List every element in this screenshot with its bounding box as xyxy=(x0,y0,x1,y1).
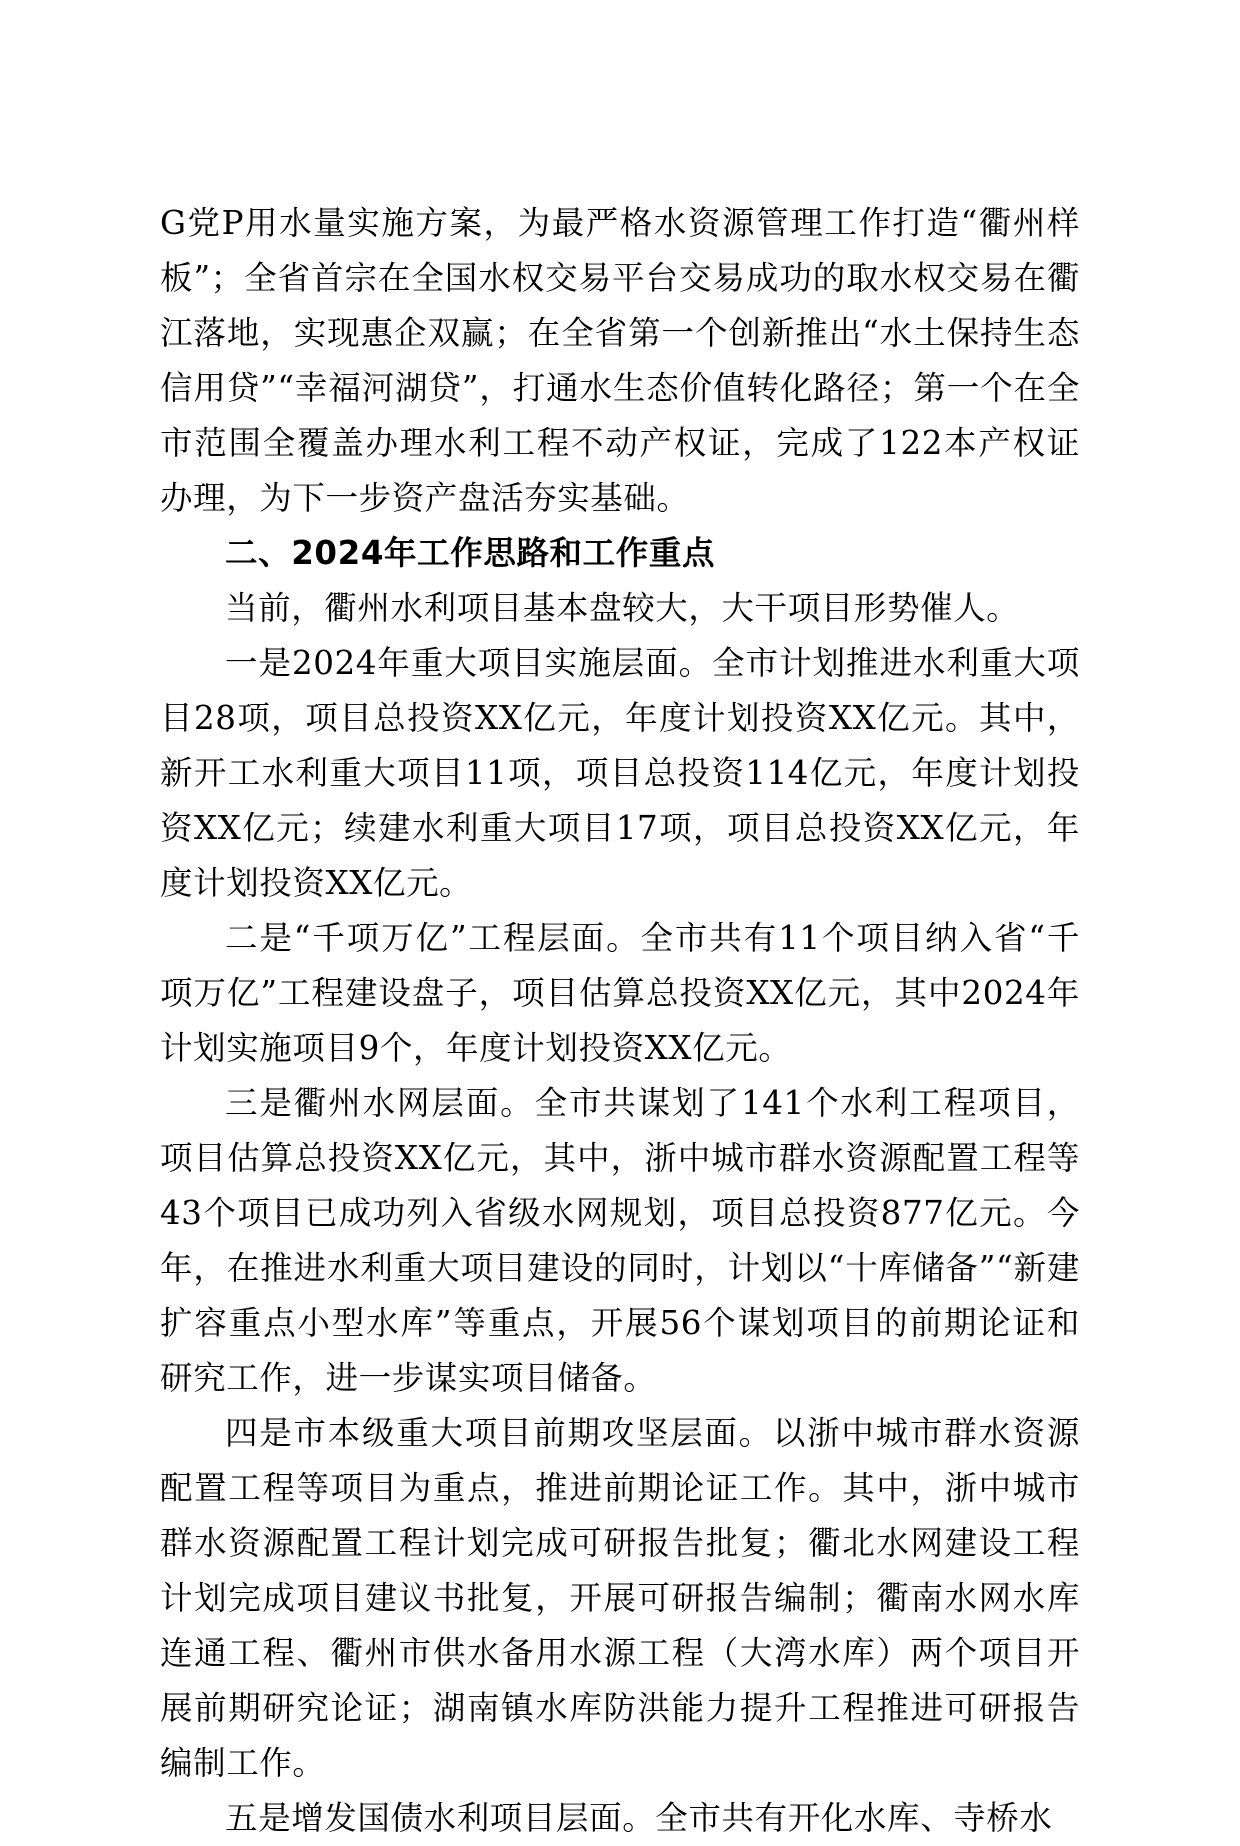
document-page xyxy=(160,196,1080,1846)
paragraph-item-1: 一是2024年重大项目实施层面。全市计划推进水利重大项目28项，项目总投资XX亿元，年度计划投资XX亿元。其中，新开工水利重大项目11项，项目总投资114亿元，年度计划投资XX亿元；续建水利重大项目17项，项目总投资XX亿元，年度计划投资XX亿元。 xyxy=(160,644,1080,902)
paragraph-item-5: 五是增发国债水利项目层面。全市共有开化水库、寺桥水 xyxy=(225,1799,1053,1837)
paragraph-intro: 当前，衢州水利项目基本盘较大，大干项目形势催人。 xyxy=(225,589,1020,627)
paragraph-item-2: 二是“千项万亿”工程层面。全市共有11个项目纳入省“千项万亿”工程建设盘子，项目估算总投资XX亿元，其中2024年计划实施项目9个，年度计划投资XX亿元。 xyxy=(160,919,1080,1067)
paragraph-achievements: G党P用水量实施方案，为最严格水资源管理工作打造“衢州样板”；全省首宗在全国水权交易平台交易成功的取水权交易在衢江落地，实现惠企双赢；在全省第一个创新推出“水土保持生态信用贷”“幸福河湖贷”，打通水生态价值转化路径；第一个在全市范围全覆盖办理水利工程不动产权证，完成了122本产权证办理，为下一步资产盘活夯实基础。 xyxy=(160,204,1080,517)
paragraph-item-4: 四是市本级重大项目前期攻坚层面。以浙中城市群水资源配置工程等项目为重点，推进前期论证工作。其中，浙中城市群水资源配置工程计划完成可研报告批复；衢北水网建设工程计划完成项目建议书批复，开展可研报告编制；衢南水网水库连通工程、衢州市供水备用水源工程（大湾水库）两个项目开展前期研究论证；湖南镇水库防洪能力提升工程推进可研报告编制工作。 xyxy=(160,1414,1080,1782)
section-heading-2024-plan: 二、2024年工作思路和工作重点 xyxy=(225,534,716,572)
paragraph-item-3: 三是衢州水网层面。全市共谋划了141个水利工程项目，项目估算总投资XX亿元，其中，浙中城市群水资源配置工程等43个项目已成功列入省级水网规划，项目总投资877亿元。今年，在推进水利重大项目建设的同时，计划以“十库储备”“新建扩容重点小型水库”等重点，开展56个谋划项目的前期论证和研究工作，进一步谋实项目储备。 xyxy=(160,1084,1080,1397)
